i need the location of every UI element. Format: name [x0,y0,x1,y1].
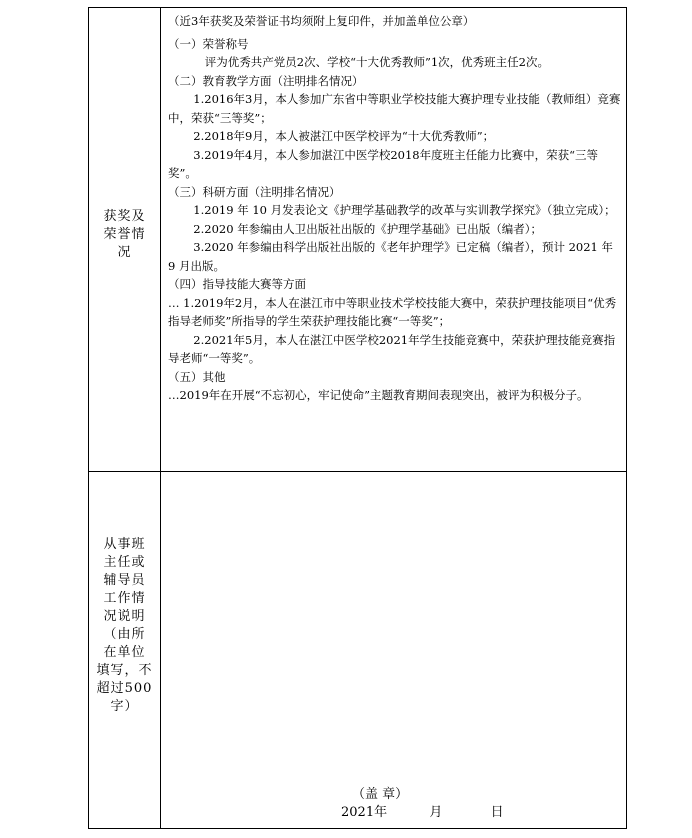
awards-label-line: 荣誉情 [103,227,146,242]
competition-item: … 1.2019年2月，本人在湛江市中等职业技术学校技能大赛中，荣获护理技能项目“优秀指导老师奖”所指导的学生荣获护理技能比赛“一等奖”； [168,295,617,328]
other-text: …2019年在开展“不忘初心，牢记使命”主题教育期间表现突出，被评为积极分子。 [168,388,589,402]
section-title-other: （五）其他 [168,369,226,384]
work-label-line: 工作情 [103,591,146,606]
teaching-item: 1.2016年3月，本人参加广东省中等职业学校技能大赛护理专业技能（教师组）竞赛中，荣获“三等奖”； [168,92,621,125]
honors-text: 评为优秀共产党员2次、学校“十大优秀教师”1次，优秀班主任2次。 [204,55,550,69]
date-line [341,801,504,820]
work-description-label [89,536,160,716]
seal-text: （盖 章） [352,787,409,802]
work-label-line: 主任或 [103,555,146,570]
competition-item: 2.2021年5月，本人在湛江中医学校2021年学生技能竞赛中，荣获护理技能竞赛指导老师“一等奖”。 [168,332,616,365]
teaching-item: 3.2019年4月，本人参加湛江中医学校2018年度班主任能力比赛中，荣获“三等奖”。 [168,147,598,180]
date-year: 2021年 [341,805,388,820]
awards-label [89,208,160,262]
section-title-honors: （一）荣誉称号 [168,36,249,51]
date-month: 月 [429,805,443,820]
date-day: 日 [490,805,504,820]
awards-label-line: 况 [117,245,132,260]
teaching-item: 2.2018年9月，本人被湛江中医学校评为“十大优秀教师”； [193,129,495,143]
work-label-line: 填写，不 [96,663,153,678]
work-label-line: 字） [110,699,139,714]
research-item: 3.2020 年参编由科学出版社出版的《老年护理学》已定稿（编者），预计 2021 年 9 月出版。 [168,240,614,273]
work-label-line: 超过500 [96,681,153,696]
row-divider [89,471,626,472]
awards-label-line: 获奖及 [103,209,146,224]
section-title-research: （三）科研方面（注明排名情况） [168,184,341,199]
research-item: 1.2019 年 10 月发表论文《护理学基础教学的改革与实训教学探究》（独立完成）； [193,203,616,217]
column-divider [160,8,161,828]
awards-content [168,12,622,405]
section-title-teaching: （二）教育教学方面（注明排名情况） [168,73,364,88]
research-item: 2.2020 年参编由人卫出版社出版的《护理学基础》已出版（编者）； [193,221,542,236]
work-label-line: 辅导员 [103,573,146,588]
work-label-line: 从事班 [103,537,146,552]
work-label-line: （由所 [103,627,146,642]
awards-note: （近3年获奖及荣誉证书均须附上复印件，并加盖单位公章） [168,14,475,28]
work-label-line: 在单位 [103,645,146,660]
form-table [88,7,627,829]
work-label-line: 况说明 [103,609,146,624]
section-title-competition: （四）指导技能大赛等方面 [168,277,306,291]
